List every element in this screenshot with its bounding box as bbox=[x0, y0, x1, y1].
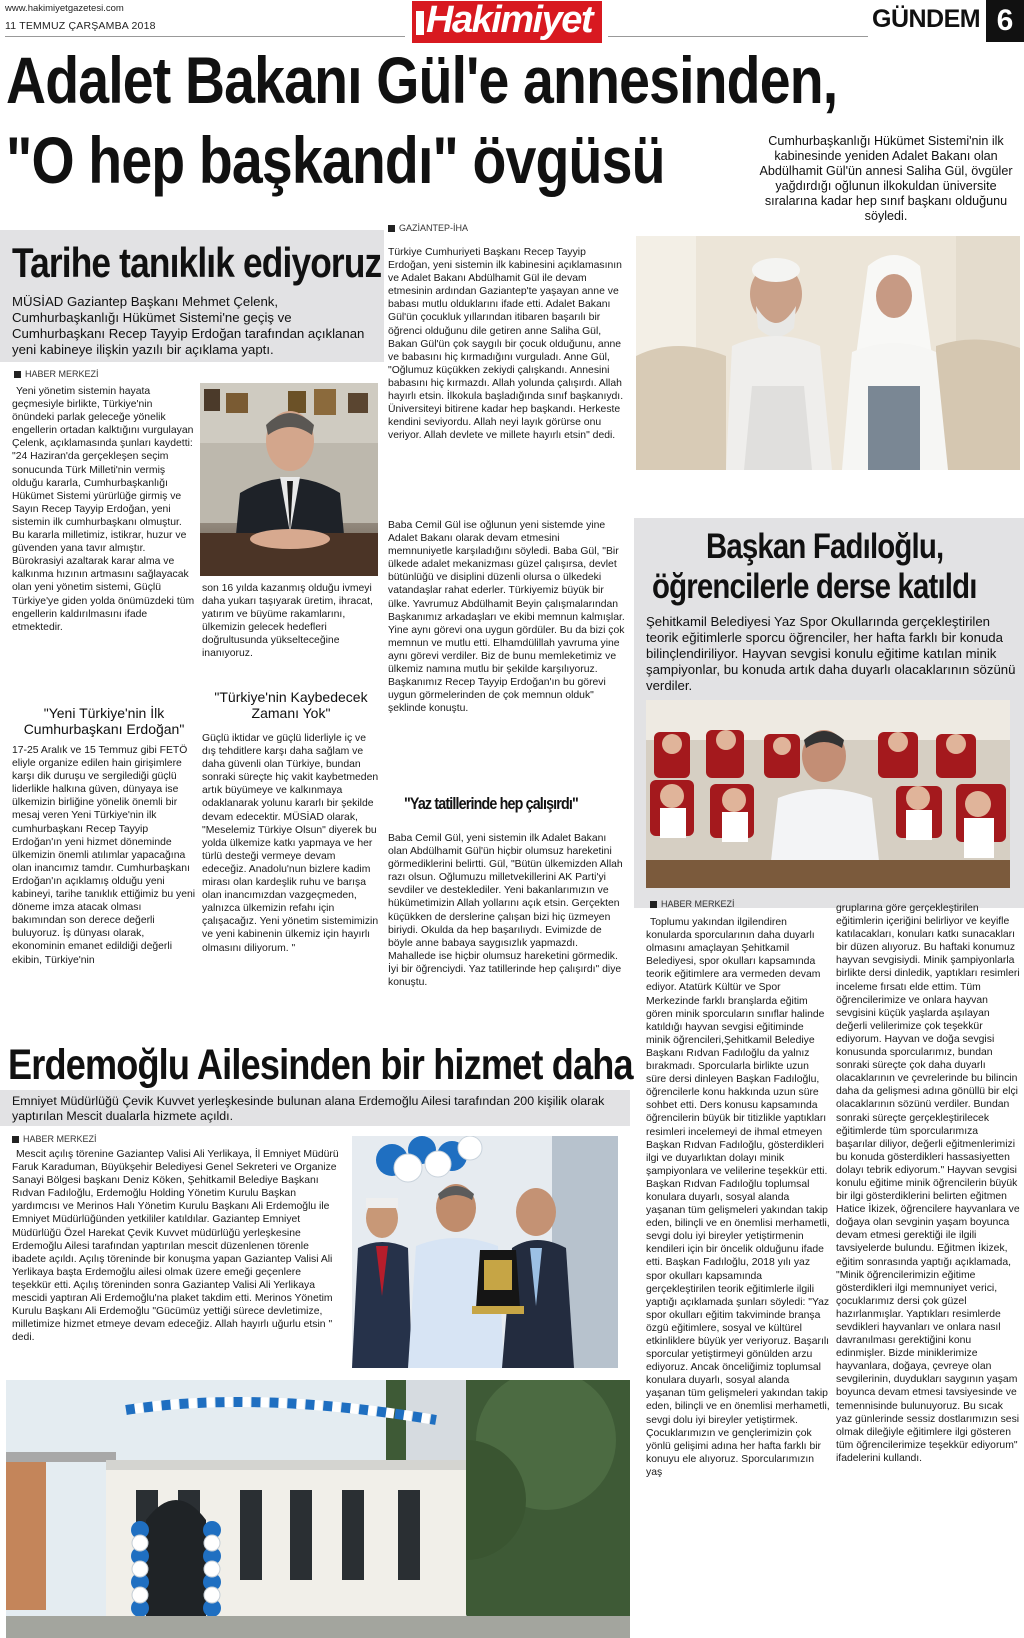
erdemoglu-body-text: Mescit açılış törenine Gaziantep Valisi Ali Yerlikaya, İl Emniyet Müdürü Faruk Karaduman, Büyükşehir Belediyesi Genel Sekreteri ve Organize Sanayi Bölgesi başkanı Deniz Köken, Şehitkamil Belediye Başkanı Rıdvan Fadıloğlu, Erdemoğlu Holding Yönetim Kurulu Başkan yardımcısı ve Merinos Halı Yönetim Kurulu Başkanı Ali Erdemoğlu ile Emniyet Müdürlüğünden yetkililer katıldılar. Gaziantep Emniyet Müdürlüğü Özel Harekat Çevik Kuvvet müdürlüğü yerleşkesine Erdemoğlu Ailesi tarafından yaptırılan mescit düzenlenen törenle ibadete açıldı. Açılış töreninde bir konuşma yapan Gaziantep Valisi Ali Yerlikaya başta Erdemoğlu ailesi olmak üzere emeği geçenlere teşekkür etti. Açılış töreninden sonra Gaziantep Valisi Ali Yerlikaya mescidi yaptıran Ali Erdemoğlu'na plaket takdim etti. Merinos Yönetim Kurulu Başkanı Ali Erdemoğlu "Gücümüz yettiği sürece devletimize, milletimize hizmet etmeye devam edeceğiz. Allah hayırlı uğurlu etsin " dedi. bbox=[12, 1149, 339, 1344]
page-number bbox=[986, 0, 1024, 42]
musiad-col1a bbox=[12, 385, 196, 681]
logo-text: Hakimiyet bbox=[426, 1, 593, 41]
fadiloglu-byline-text: HABER MERKEZİ bbox=[661, 899, 735, 909]
mosque-photo-svg bbox=[6, 1380, 630, 1638]
fadiloglu-col2-text: gruplarına göre gerçekleştirilen eğitimlerin içeriğini belirliyor ve keyifle katılacakları, konuları katkı sunacakları bir düzen alıyoruz. Bu haftaki konumuz hayvan sevgisiydi. Minik şampiyonlarla birlikte dersi dinledik, yaptıkları resimleri inceleme fırsatı elde ettim. Tüm öğrencilerimize ve onlara hayvan sevgisini küçük yaşlarda aşılayan değerli velilerimize çok teşekkür ediyorum. Hayvan ve doğa sevgisi konusunda sporcularımız, bundan sonraki süreçte çok daha duyarlı olacaklarının ve çevrelerinde bu bilincin daha da gelişmesi adına gönüllü bir elçi olacaklarının sözünü verdiler. Bundan sonraki süreçte gerçekleştirilecek eğitimlerde tüm sporcularımıza başarılar diliyor, değerli eğitmenlerimizi bu konuda gösterdikleri hassasiyetten dolayı tebrik ediyorum." Hayvan sevgisi konulu eğitime minik öğrencilerin büyük bir ilgi gösterdiklerini belirten eğitmen Hatice İkizek, öğrencilere hayvanlara ve doğaya olan sevginin yaşam boyunca devam etmesi gerektiği ile ilgili tavsiyelerde bulundu. Eğitmen İkizek, eğitim sonrasında yaptığı açıklamada, "Minik öğrencilerimizin eğitime gösterdikleri ilgi memnuniyet verici, çocuklarımız dersi çok güzel hazırlanmışlar. Yaptıkları resimlerde sevdikleri hayvanları ve onlara nasıl davranılması gerektiğini konu edinmişler. Bizde miniklerimize hayvanlara, doğaya, çevreye olan sevgilerinin, duydukları saygının yaşam boyunca devam etmesi tavsiyesinde ve temennisinde bulunuyoruz. Bu sıcak yaz günlerinde sessiz dostlarımızın sesi olmak dileğiyle eğitimlere ilgi gösteren tüm öğrencilerimize teşekkür ediyorum" ifadelerini kullandı. bbox=[836, 903, 1020, 1464]
musiad-col1b-text: 17-25 Aralık ve 15 Temmuz gibi FETÖ eliyle organize edilen hain girişimlere karşı dik duruşu ve sergilediği güçlü liderlikle halkına güven, dünyaya ise ülkemizin birliğine yönelik önemli bir mesaj veren Yeni Türkiye'nin ilk cumhurbaşkanı Recep Tayyip Erdoğan'ın yeni hizmet döneminde ülkemizin önemli atılımlar yapacağına olan inancımız tamdır. Cumhurbaşkanı Erdoğan'ın açıklamış olduğu yeni kabineyi, tarihe tanıklık ettiğimiz bu yeni döneme imza atacak olması bakımından son derece değerli buluyoruz. İş dünyası olarak, ekonominin emanet edildiği değerli ekibin, Türkiye'nin bbox=[12, 745, 196, 966]
main-body2-text: Baba Cemil Gül ise oğlunun yeni sistemde yine Adalet Bakanı olarak devam etmesini memnuniyetle karşıladığını söyledi. Baba Gül, "Bir ülkede adalet mekanizması güzel çalışırsa, devlet bütünlüğü ve disiplini düzenli olursa o ülkedeki vatandaşlar rahat ederler. Türkiyemiz büyük bir ülke. Yavrumuz Abdülhamit Beyin çalışmalarından Başkanımız arkadaşları ve ekibi memnun kalmışlar. Yine aynı görevi ona uygun gördüler. Bu da bizi çok memnun ve mutlu etti. Elhamdülillah yavruma yine aynı görevi verdiler. Biz de bunu memleketimiz ve ülkemiz namına mutlu bir şekilde karşılıyoruz. Başkanımız Recep Tayyip Erdoğan'ın bu görevi uygun görmelerinden de çok memnun olduk" şeklinde konuştu. bbox=[388, 520, 625, 715]
byline-square-icon bbox=[650, 901, 657, 908]
gul-parents-photo bbox=[636, 236, 1020, 470]
musiad-subhead2: "Türkiye'nin Kaybedecek Zamanı Yok" bbox=[214, 689, 368, 721]
musiad-lead: MÜSİAD Gaziantep Başkanı Mehmet Çelenk, Cumhurbaşkanlığı Hükümet Sistemi'ne geçiş ve Cumhurbaşkanı Recep Tayyip Erdoğan tarafından açıklanan yeni kabineye ilişkin yazılı bir açıklama yaptı. bbox=[12, 294, 365, 357]
musiad-headline: Tarihe tanıklık ediyoruz bbox=[12, 239, 382, 286]
musiad-col2b-text: Güçlü iktidar ve güçlü liderliyle iç ve dış tehditlere karşı daha sağlam ve daha güvenli olan Türkiye, bundan sonraki süreçte hiç vakit kaybetmeden artık büyümeye ve kalkınmaya odaklanarak yolunu kararlı bir şekilde devam edecektir. MÜSİAD olarak, "Meselemiz Türkiye Olsun" diyerek bu yolda ülkemize katkı yapmaya ve her türlü desteği vermeye devam edeceğiz. Anadolu'nun bizlere kadim mirası olan kardeşlik ruhu ve barışa olan inancımızdan vazgeçmeden, yalnızca ülkemizin refahı için çalışacağız. Yeni yönetim sistemimizin ve yeni kabinenin ülkemiz için hayırlı olmasını diliyorum. " bbox=[202, 733, 379, 954]
plaque-photo-svg bbox=[352, 1136, 618, 1368]
fadiloglu-col2 bbox=[836, 902, 1020, 1636]
celenk-photo bbox=[200, 383, 378, 576]
mosque-photo bbox=[6, 1380, 630, 1638]
issue-date: 11 TEMMUZ ÇARŞAMBA 2018 bbox=[5, 20, 156, 32]
erdemoglu-byline bbox=[12, 1134, 97, 1144]
musiad-col2a-text: son 16 yılda kazanmış olduğu ivmeyi daha yukarı taşıyarak üretim, ihracat, yatırım ve büyüme rakamlarını, ülkemizin gelecek hedefleri doğrultusunda yükselteceğine inanıyoruz. bbox=[202, 583, 373, 660]
erdemoglu-headline: Erdemoğlu Ailesinden bir hizmet daha bbox=[8, 1041, 633, 1089]
byline-square-icon bbox=[388, 225, 395, 232]
erdemoglu-byline-text: HABER MERKEZİ bbox=[23, 1134, 97, 1144]
fadiloglu-headline-line2: öğrencilerle derse katıldı bbox=[652, 567, 977, 606]
fadiloglu-byline bbox=[650, 899, 735, 909]
plaque-ceremony-photo bbox=[352, 1136, 618, 1368]
musiad-col2b bbox=[202, 732, 380, 1008]
musiad-byline bbox=[14, 369, 99, 379]
musiad-col1a-text: Yeni yönetim sistemin hayata geçmesiyle birlikte, Türkiye'nin önündeki parlak geleceğe yönelik engellerin ortadan kalktığını vurgulayan Çelenk, açıklamasında şunları kaydetti: "24 Haziran'da gerçekleşen seçim sonucunda Türk Milleti'nin vermiş olduğu kararla, Cumhurbaşkanlığı Hükümet Sistemi yürürlüğe girmiş ve Sayın Recep Tayyip Erdoğan, yeni sistemin ilk cumhurbaşkanı olmuştur. Bu kararla milletimiz, istikrar, huzur ve güvenden yana tavır almıştır. Bürokrasiyi azaltarak karar alma ve kalkınma hızının artmasını sağlayacak olan yeni yönetim sistemi, Güçlü Türkiye'ye giden yolda önümüzdeki tüm engellerin kaldırılmasını ifade etmektedir. bbox=[12, 386, 195, 633]
main-body2 bbox=[388, 519, 626, 785]
musiad-subhead1: "Yeni Türkiye'nin İlk Cumhurbaşkanı Erdoğan" bbox=[23, 705, 185, 737]
fadiloglu-col1-text: Toplumu yakından ilgilendiren konularda sporcularının daha duyarlı olmasını amaçlayan Şehitkamil Belediyesi, spor okulları kapsamında teorik eğitimlere ara vermeden devam ediyor. Atatürk Kültür ve Spor Merkezinde farklı branşlarda eğitim gören minik sporcuların sınıflar halinde katıldığı hayvan sevgisi eğitiminde minik öğrencileri,Şehitkamil Belediye Başkanı Rıdvan Fadıloğlu da yalnız bırakmadı. Sporcularla birlikte uzun süre dersi dinleyen Başkan Fadıloğlu, öğrencilerle konu hakkında uzun süre sohbet etti. Ders konusu kapsamında öğrencilerin büyük bir titizlikle yaptıkları resimleri incelemeyi de ihmal etmeyen Başkan Rıdvan Fadıloğlu, gösterdikleri ilgi ve duyarlıktan dolayı minik şampiyonlara ve velilerine teşekkür etti. Başkan Rıdvan Fadıloğlu toplumsal konulara duyarlı, sosyal alanda yaşanan tüm gelişmeleri yakından takip eden, bilinçli ve en önemlisi merhametli, sevgi dolu iyi bireyler yetiştirmenin kendileri için bir öncelik olduğunu ifade etti. Başkan Fadıloğlu, 2018 yılı yaz spor okulları kapsamında gerçekleştirilen teorik eğitimlerle ilgili yaptığı açıklamada şunları söyledi: "Yaz spor okulları eğitim takviminde branşa özgü eğitimlere, sosyal ve kültürel etkinliklere büyük yer veriyoruz. Başarılı sporcular yetiştirmeyi gönülden arzu ediyoruz. Ancak önceliğimiz toplumsal konulara duyarlı, sosyal alanda yaşanan tüm gelişmeleri yakından takip eden, bilinçli ve en önemlisi merhametli, sevgi dolu iyi bireyler yetiştirmek. Çocuklarımızın ve gençlerimizin çok yönlü gelişimi adına her hafta farklı bir konuyu ele alıyoruz. Sporcularımızın yaş bbox=[646, 917, 830, 1478]
classroom-photo-svg bbox=[646, 700, 1010, 888]
main-subhead: "Yaz tatillerinde hep çalışırdı" bbox=[404, 794, 578, 813]
fadiloglu-lead: Şehitkamil Belediyesi Yaz Spor Okullarında gerçekleştirilen teorik eğitimlerle sporcu öğrenciler, her hafta farklı bir konuda bilinçlendiriliyor. Hayvan sevgisi konulu eğitime katılan minik şampiyonlar, bu konuda artık daha duyarlı olacaklarının sözünü verdiler. bbox=[646, 614, 1016, 693]
classroom-photo bbox=[646, 700, 1010, 888]
main-body3 bbox=[388, 832, 626, 1032]
logo-flag-icon bbox=[416, 11, 424, 35]
gul-parents-photo-svg bbox=[636, 236, 1020, 470]
fadiloglu-col1 bbox=[646, 916, 830, 1636]
celenk-photo-svg bbox=[200, 383, 378, 576]
musiad-col1b bbox=[12, 744, 196, 1016]
byline-square-icon bbox=[12, 1136, 19, 1143]
main-byline-text: GAZİANTEP-İHA bbox=[399, 223, 469, 233]
main-byline bbox=[388, 223, 468, 233]
masthead-rule-right bbox=[608, 36, 868, 37]
musiad-col2a bbox=[202, 582, 380, 677]
website-url[interactable]: www.hakimiyetgazetesi.com bbox=[5, 3, 124, 14]
erdemoglu-lead: Emniyet Müdürlüğü Çevik Kuvvet yerleşkesinde bulunan alana Erdemoğlu Ailesi tarafından 200 kişilik olarak yaptırılan Mescit dualarla hizmete açıldı. bbox=[12, 1094, 605, 1123]
masthead-logo bbox=[412, 1, 602, 43]
main-summary: Cumhurbaşkanlığı Hükümet Sistemi'nin ilk kabinesinde yeniden Adalet Bakanı olan Abdülhamit Gül'ün annesi Saliha Gül, övgüler yağdırdığı oğlunun ilkokuldan üniversite sıralarına kadar hep sınıf başkanı olduğunu söyledi. bbox=[759, 134, 1013, 223]
byline-square-icon bbox=[14, 371, 21, 378]
section-name: GÜNDEM bbox=[872, 5, 981, 33]
main-body1-text: Türkiye Cumhuriyeti Başkanı Recep Tayyip Erdoğan, yeni sistemin ilk kabinesini açıklamasının ve Adalet Bakanı Abdülhamit Gül ile devam etmesinin ardından Gaziantep'te yaşayan anne ve babası mutlu olduklarını ifade etti. Adalet Bakanı Gül'ün çocukluk yıllarından itibaren başarılı bir öğrenci olduğunu dile getiren anne Saliha Gül, Bakan Gül'ün çok saygılı bir çocuk olduğunu, anne ve babasını hiç kırmadığını vurguladı. Anne Gül, "Oğlumuz küçükken zekiydi çalışkandı. Annesini babasını hiç kırmazdı. Allah yolunda çalışırdı. Allah hayırlı etsin. İlkokula başladığında sınıf başkanıydı. Üniversiteyi bitirene kadar hep başkandı. Herkeste kendini seviyordu. Allah neyi layık görürse onu veriyor. Allah devlete ve millete hayırlı etsin" dedi. bbox=[388, 247, 624, 442]
main-headline-line1: Adalet Bakanı Gül'e annesinden, bbox=[6, 43, 838, 117]
main-body1 bbox=[388, 246, 626, 518]
masthead-rule-left bbox=[5, 36, 405, 37]
musiad-byline-text: HABER MERKEZİ bbox=[25, 369, 99, 379]
erdemoglu-body bbox=[12, 1148, 342, 1374]
main-headline-line2: "O hep başkandı" övgüsü bbox=[6, 123, 665, 197]
fadiloglu-headline-line1: Başkan Fadıloğlu, bbox=[706, 527, 944, 566]
main-body3-text: Baba Cemil Gül, yeni sistemin ilk Adalet Bakanı olan Abdülhamit Gül'ün hiçbir olumsuz hareketini görmediklerini belirtti. Gül, "Bütün ülkemizden Allah razı olsun. Oğlumuzu milletvekillerini AK Parti'yi sevdiler ve desteklediler. Yeni bakanlarımızın ve hükümetimizin Allah yollarını açık etsin. Gerçekten küçükken de derslerine çalışan bizi hiç üzmeyen biriydi. Okulda da hep başarılıydı. Evimizde de böyle anne babaya saygısızlık yapmazdı. Mahallede ise hiçbir olumsuz hareketini görmedik. İyi bir öğrenciydi. Yaz tatillerinde hep çalışırdı" diye konuştu. bbox=[388, 833, 623, 989]
page-number-text: 6 bbox=[996, 4, 1014, 37]
